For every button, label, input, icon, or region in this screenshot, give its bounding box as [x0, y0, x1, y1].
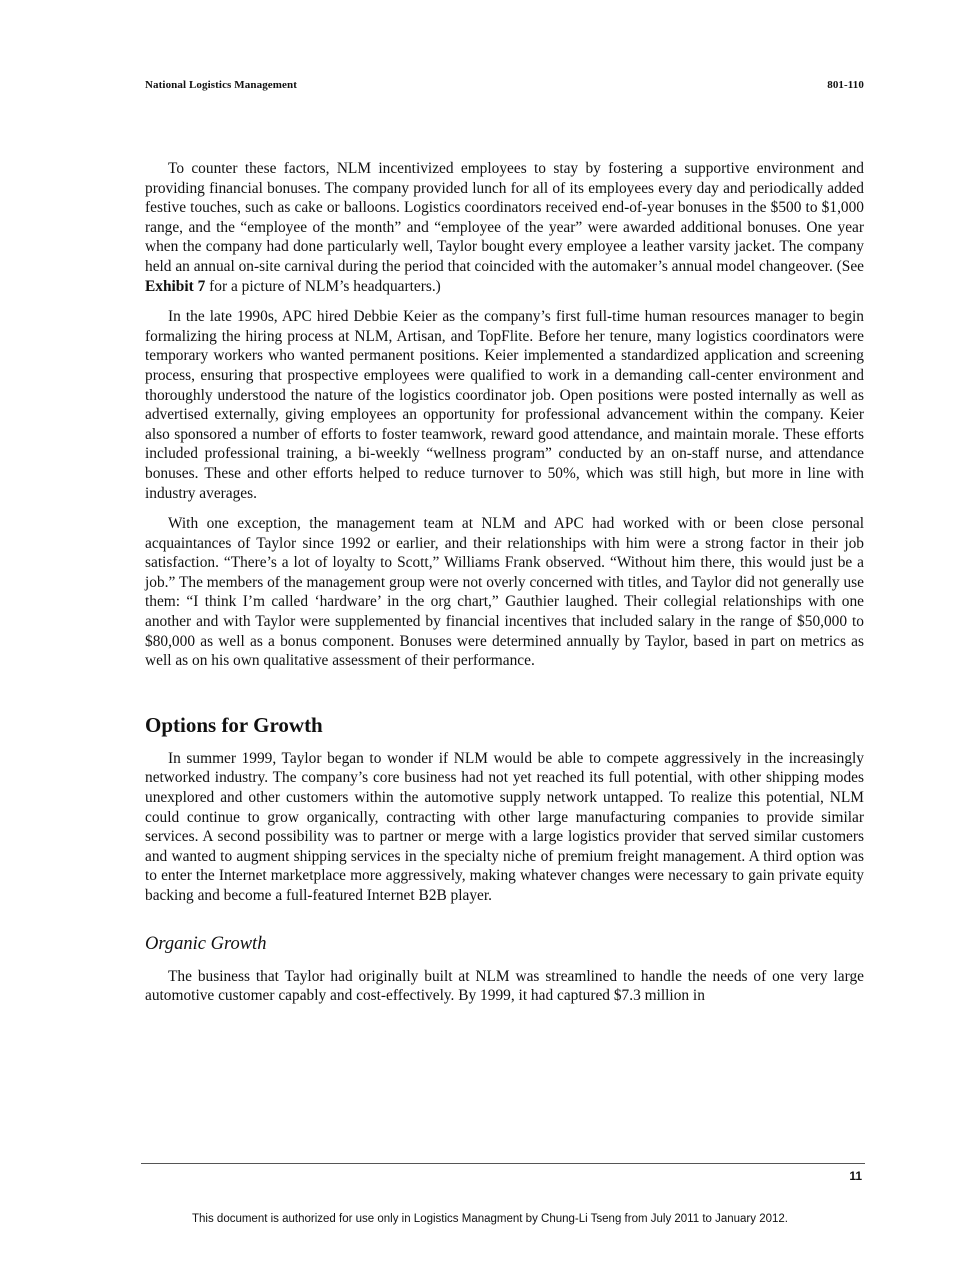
paragraph-growth-options: In summer 1999, Taylor began to wonder if NLM would be able to compete aggressively in the increasingly networked industry. The company’s core business had not yet reached its full potential, with other shipping modes unexplored and other customers within the automotive supply network untapped. To realize this potential, NLM could continue to grow organically, contracting with other large manufacturing companies to provide similar services. A second possibility was to partner or merge with a large logistics provider that served similar customers and wanted to augment shipping services in the specialty niche of premium freight management. A third option was to enter the Internet marketplace more aggressively, making whatever changes were necessary to gain private equity backing and become a full-featured Internet B2B player. — [145, 749, 864, 904]
header-title: National Logistics Management — [145, 79, 298, 91]
exhibit-reference: Exhibit 7 — [145, 277, 206, 295]
paragraph-incentives — [145, 159, 864, 296]
paragraph-incentives-tail: for a picture of NLM’s headquarters.) — [205, 277, 441, 295]
section-heading: Options for Growth — [145, 712, 323, 737]
paragraph-management-team: With one exception, the management team at NLM and APC had worked with or been close personal acquaintances of Taylor since 1992 or earlier, and their relationships with him were a strong factor in their job satisfaction. “There’s a lot of loyalty to Scott,” Williams Frank observed. “Without him there, this would just be a job.” The members of the management group were not overly concerned with titles, and Taylor did not generally use them: “I think I’m called ‘hardware’ in the org chart,” Gauthier laughed. Their collegial relationships with one another and with Taylor were supplemented by financial incentives that included salary in the range of $50,000 to $80,000 as well as a bonus component. Bonuses were determined annually by Taylor, based in part on metrics as well as on his own qualitative assessment of their performance. — [145, 515, 864, 670]
subsection-heading: Organic Growth — [145, 933, 267, 954]
paragraph-hr-manager: In the late 1990s, APC hired Debbie Keier as the company’s first full-time human resources manager to begin formalizing the hiring process at NLM, Artisan, and TopFlite. Before her tenure, many logistics coordinators were temporary workers who wanted permanent positions. Keier implemented a standardized application and screening process, ensuring that prospective employees were qualified to work in a demanding call-center environment and thoroughly understood the nature of the logistics coordinator job. Open positions were posted internally as well as advertised externally, giving employees an opportunity for professional advancement within the company. Keier also sponsored a number of efforts to foster teamwork, reward good attendance, and maintain morale. These efforts included professional training, a bi-weekly “wellness program” conducted by an on-staff nurse, and attendance bonuses. These and other efforts helped to reduce turnover to 50%, which was still high, but more in line with industry averages. — [145, 308, 864, 502]
document-body — [145, 159, 864, 1017]
paragraph-incentives-text: To counter these factors, NLM incentivized employees to stay by fostering a supportive environment and providing financial bonuses. The company provided lunch for all of its employees every day and periodically added festive touches, such as cake or balloons. Logistics coordinators received end-of-year bonuses in the $500 to $1,000 range, and the “employee of the month” and “employee of the year” were awarded additional bonuses. One year when the company had done particularly well, Taylor bought every employee a leather varsity jacket. The company held an annual on-site carnival during the period that coincided with the automaker’s annual model changeover. (See — [145, 160, 864, 275]
running-header — [145, 79, 864, 91]
case-number: 801-110 — [827, 79, 864, 91]
paragraph-organic-growth: The business that Taylor had originally built at NLM was streamlined to handle the needs of one very large automotive customer capably and cost-effectively. By 1999, it had captured $7.3 million in — [145, 967, 864, 1005]
page-number: 11 — [849, 1169, 862, 1183]
authorization-notice: This document is authorized for use only in Logistics Managment by Chung-Li Tseng from July 2011 to January 2012. — [192, 1213, 788, 1225]
footer-divider — [141, 1163, 865, 1164]
